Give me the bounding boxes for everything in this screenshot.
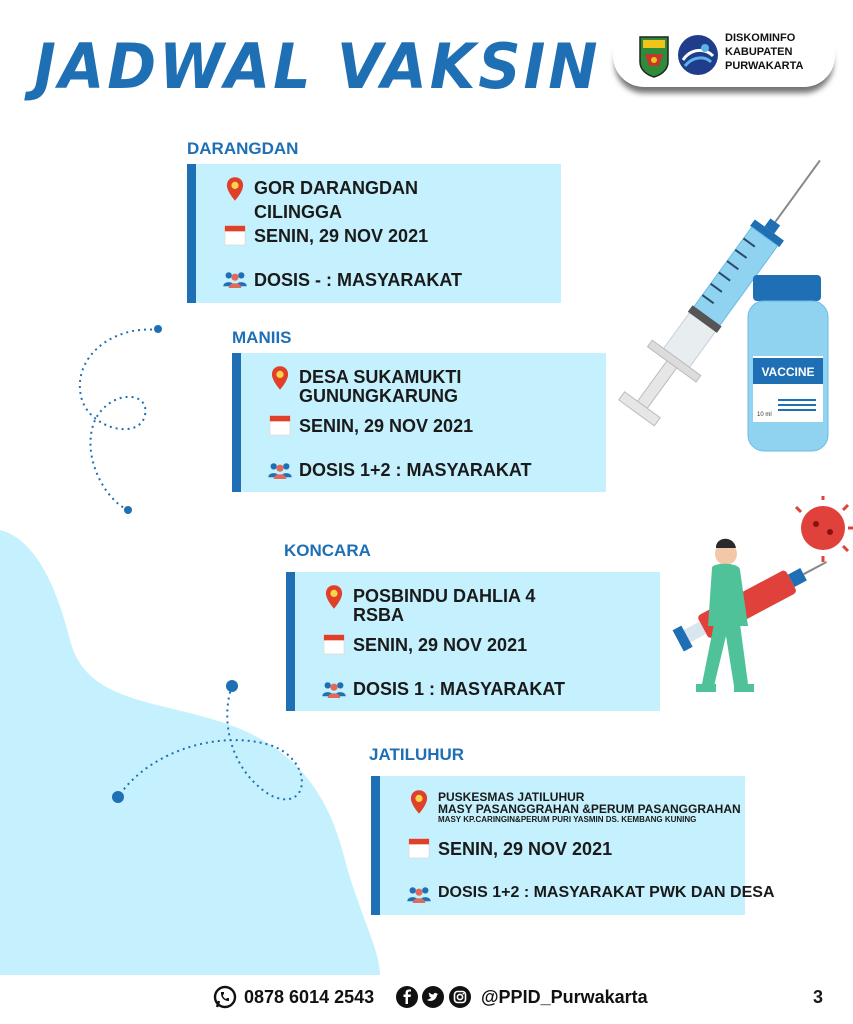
dose-text: DOSIS - : MASYARAKAT	[254, 270, 463, 290]
instagram-icon[interactable]	[448, 985, 472, 1009]
location-line-2: RSBA	[353, 605, 405, 625]
schedule-card-jatiluhur	[371, 776, 775, 915]
schedule-card-darangdan	[187, 164, 561, 303]
people-icon	[222, 270, 248, 288]
page-number: 3	[813, 987, 824, 1007]
location-line-3: MASY KP.CARINGIN&PERUM PURI YASMIN DS. KEMBANG KUNING	[438, 815, 697, 824]
location-line-2: MASY PASANGGRAHAN &PERUM PASANGGRAHAN	[438, 802, 741, 816]
header-logo	[613, 25, 835, 87]
dose-text: DOSIS 1+2 : MASYARAKAT	[299, 460, 532, 480]
calendar-icon	[323, 633, 345, 655]
people-icon	[321, 680, 347, 698]
date-text: SENIN, 29 NOV 2021	[254, 226, 429, 246]
purwakarta-emblem-icon	[637, 34, 671, 78]
calendar-icon	[224, 224, 246, 246]
location-line-2: GUNUNGKARUNG	[299, 386, 458, 406]
location-line-1: GOR DARANGDAN	[254, 178, 418, 198]
people-icon	[406, 885, 432, 903]
vial-label: VACCINE	[761, 365, 815, 379]
calendar-icon	[269, 414, 291, 436]
date-text: SENIN, 29 NOV 2021	[438, 839, 613, 859]
location-pin-icon	[325, 584, 343, 610]
logo-line-1: DISKOMINFO	[725, 32, 796, 44]
logo-line-2: KABUPATEN	[725, 46, 793, 58]
phone-number[interactable]: 0878 6014 2543	[244, 987, 375, 1007]
social-handle[interactable]: @PPID_Purwakarta	[481, 987, 648, 1007]
dose-text: DOSIS 1+2 : MASYARAKAT PWK DAN DESA	[438, 884, 775, 901]
location-pin-icon	[410, 789, 428, 815]
location-line-1: PUSKESMAS JATILUHUR	[438, 790, 585, 804]
people-icon	[267, 461, 293, 479]
date-text: SENIN, 29 NOV 2021	[353, 635, 528, 655]
kominfo-logo-icon	[677, 34, 719, 76]
dose-text: DOSIS 1 : MASYARAKAT	[353, 679, 566, 699]
schedule-card-koncara	[286, 572, 660, 711]
location-line-1: DESA SUKAMUKTI	[299, 367, 462, 387]
doctor-syringe-illustration	[668, 496, 853, 711]
district-title-jatiluhur: JATILUHUR	[369, 745, 465, 764]
district-title-darangdan: DARANGDAN	[187, 139, 299, 158]
syringe-vial-illustration	[610, 138, 835, 458]
calendar-icon	[408, 837, 430, 859]
logo-line-3: PURWAKARTA	[725, 60, 804, 72]
footer	[0, 985, 853, 1011]
district-title-koncara: KONCARA	[284, 541, 371, 560]
schedule-card-maniis	[232, 353, 606, 492]
location-line-2: CILINGGA	[254, 202, 342, 222]
location-pin-icon	[271, 365, 289, 391]
location-pin-icon	[226, 176, 244, 202]
facebook-icon[interactable]	[395, 985, 419, 1009]
vial-volume: 10 ml	[757, 412, 772, 418]
twitter-icon[interactable]	[421, 985, 445, 1009]
district-title-maniis: MANIIS	[232, 328, 292, 347]
page-title: JADWAL VAKSIN	[34, 30, 601, 103]
header-logo-text	[725, 31, 803, 73]
date-text: SENIN, 29 NOV 2021	[299, 416, 474, 436]
location-line-1: POSBINDU DAHLIA 4	[353, 586, 536, 606]
whatsapp-icon[interactable]	[213, 985, 237, 1009]
